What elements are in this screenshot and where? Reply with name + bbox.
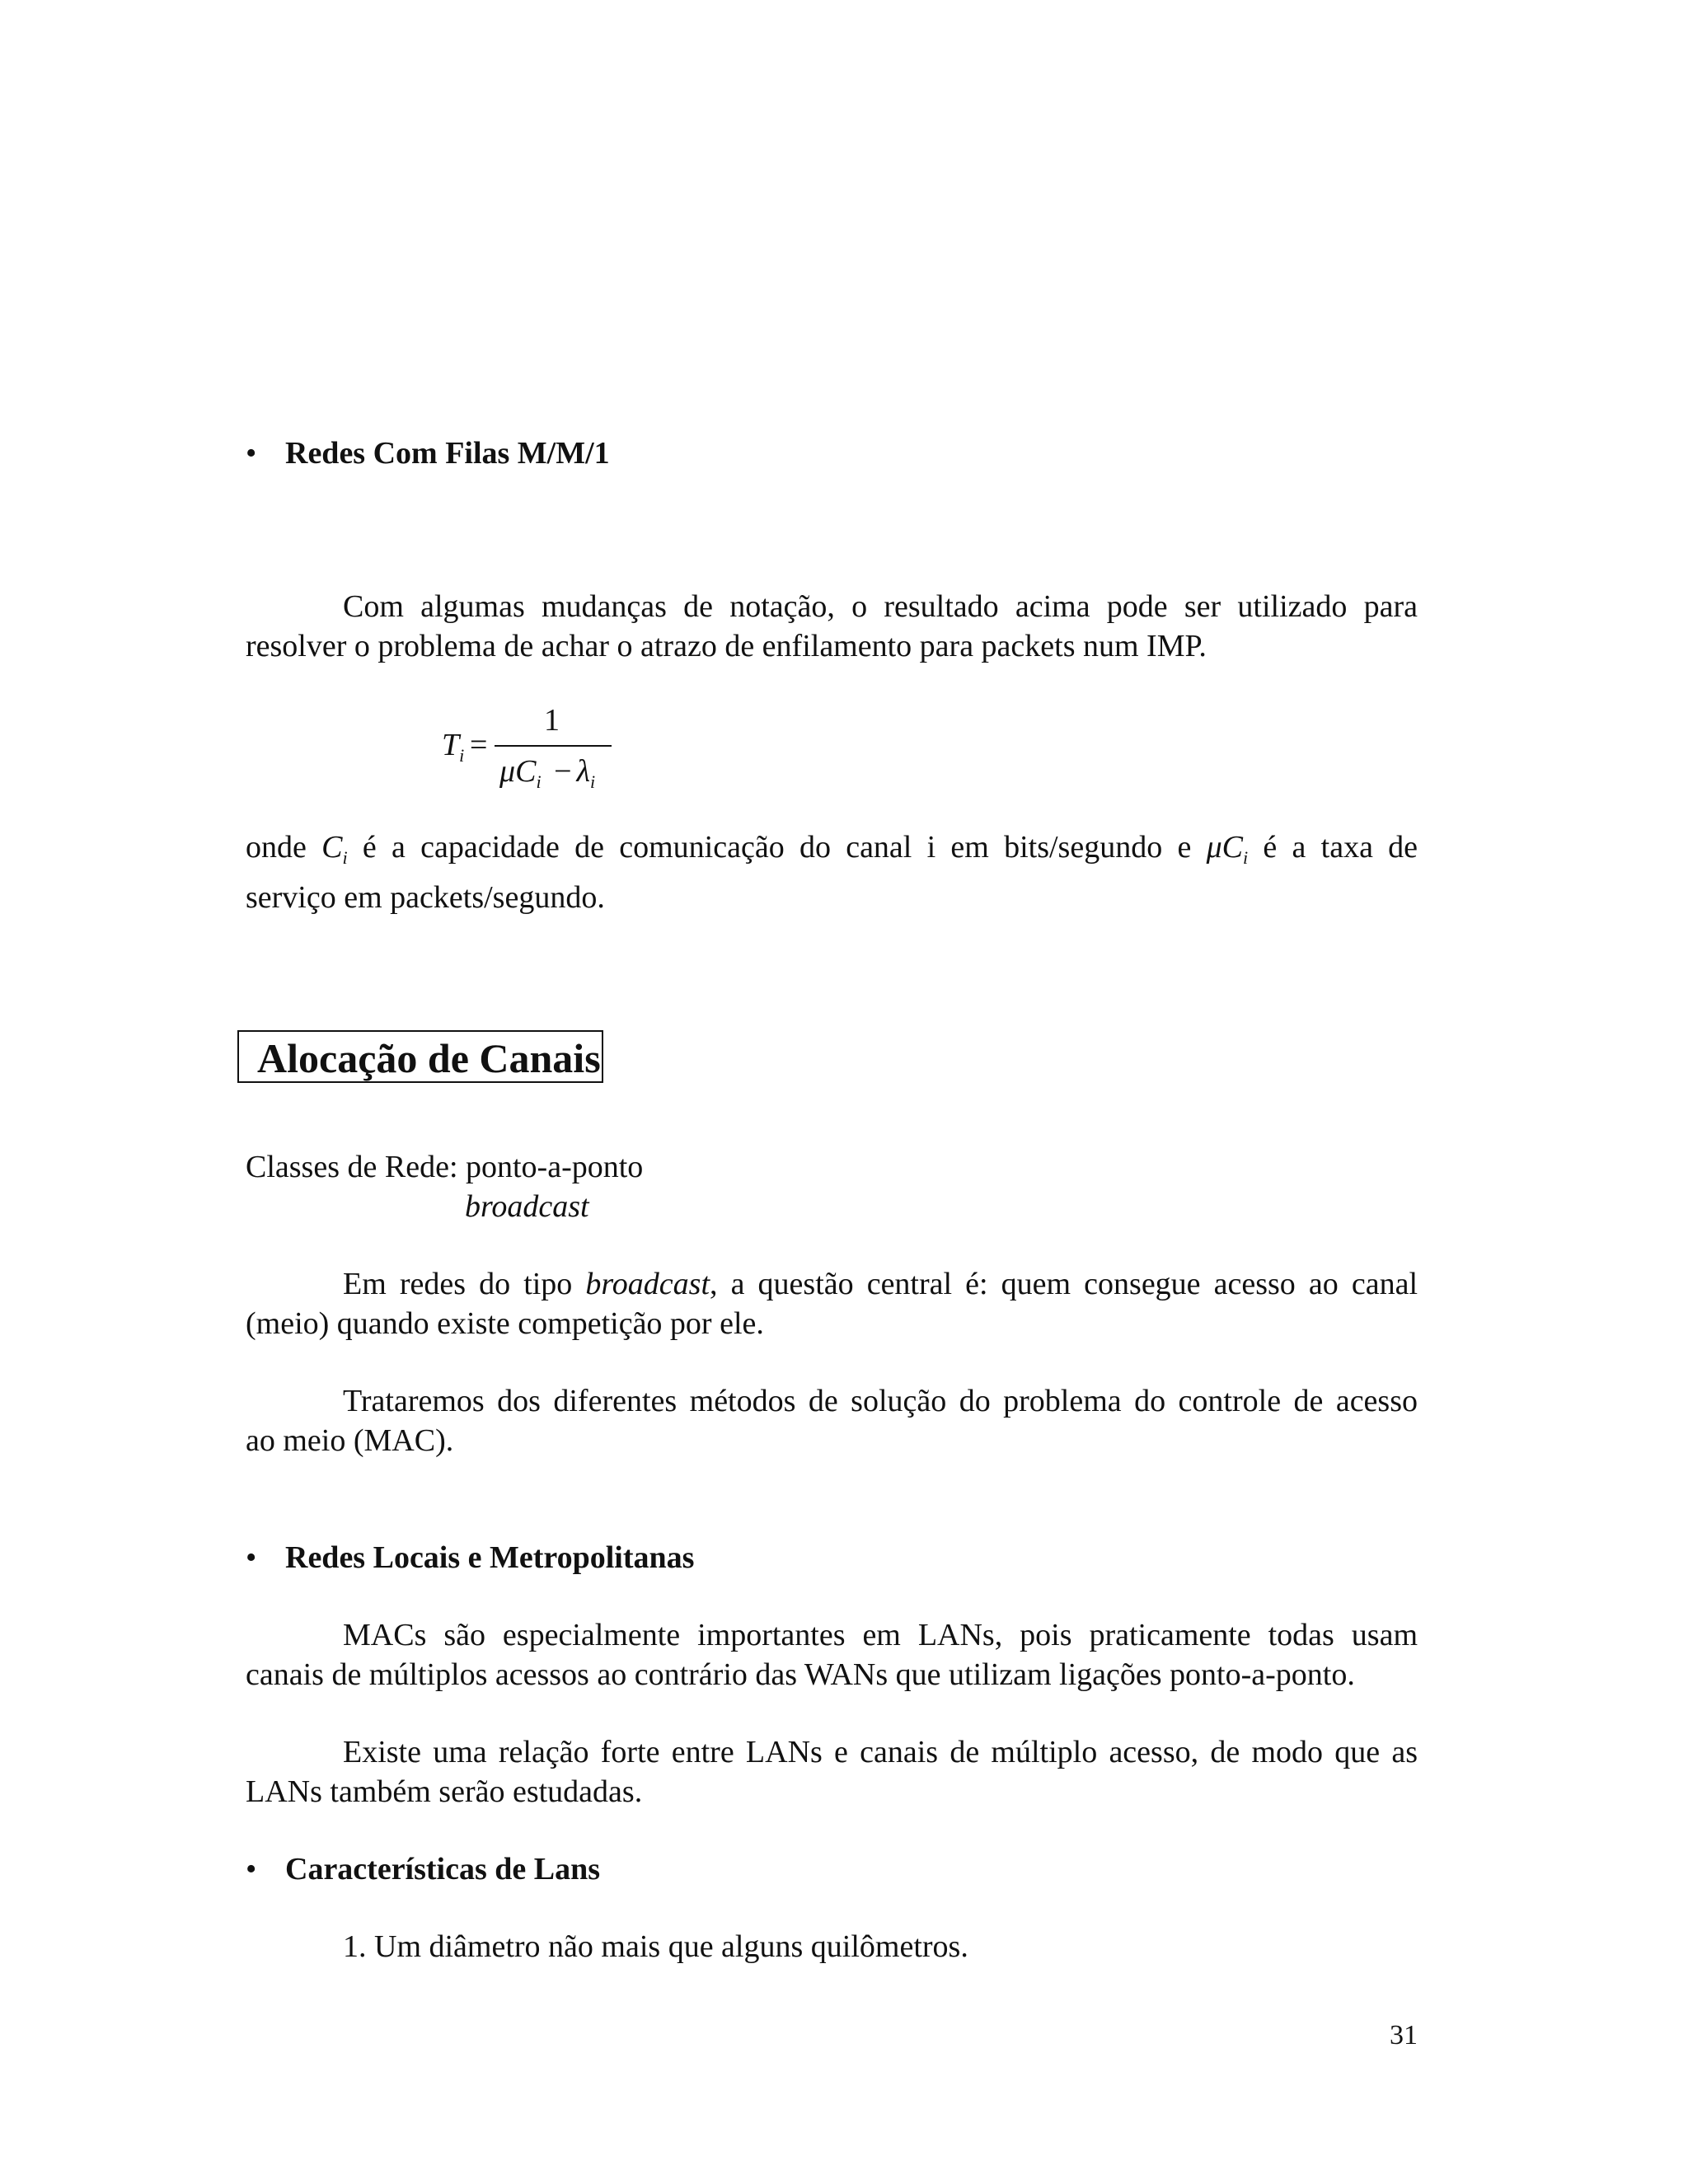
classes-de-rede-line: Classes de Rede: ponto-a-ponto — [246, 1150, 644, 1184]
bullet-icon: • — [246, 1852, 257, 1886]
bullet-icon: • — [246, 436, 257, 471]
paragraph-line: serviço em packets/segundo. — [246, 880, 605, 915]
paragraph-mac — [246, 1381, 1418, 1460]
bullet-icon: • — [246, 1540, 257, 1575]
paragraph-line: Existe uma relação forte entre LANs e canais de múltiplo acesso, de modo que as — [343, 1735, 1418, 1769]
section-heading-caracteristicas — [246, 1849, 600, 1889]
paragraph-line: Com algumas mudanças de notação, o resultado acima pode ser utilizado para — [343, 589, 1418, 624]
paragraph-broadcast — [246, 1264, 1418, 1343]
paragraph-line: LANs também serão estudadas. — [246, 1774, 643, 1809]
paragraph-line: resolver o problema de achar o atrazo de enfilamento para packets num IMP. — [246, 629, 1207, 663]
formula-denominator: $\mu C_i - \lambda_i$ — [499, 754, 596, 792]
paragraph-macs-lans — [246, 1615, 1418, 1694]
formula-numerator: 1 — [544, 703, 560, 738]
formula-lhs: $T_i$ — [442, 728, 465, 766]
paragraph-line: MACs são especialmente importantes em LANs, pois praticamente todas usam — [343, 1618, 1418, 1652]
section-heading-filas — [246, 434, 610, 473]
section-heading-locais — [246, 1538, 694, 1577]
formula-equals: = — [470, 728, 488, 762]
formula-fraction-bar — [495, 745, 612, 747]
heading-box-alocacao — [237, 1030, 603, 1083]
paragraph-relacao — [246, 1732, 1418, 1811]
paragraph-line: (meio) quando existe competição por ele. — [246, 1306, 764, 1341]
section-title-filas: Redes Com Filas M/M/1 — [285, 436, 610, 471]
list-item: 1. Um diâmetro não mais que alguns quilômetros. — [343, 1929, 968, 1964]
paragraph-line: Trataremos dos diferentes métodos de solução do problema do controle de acesso — [343, 1384, 1418, 1418]
paragraph-notacao — [246, 587, 1418, 666]
page-heading: Alocação de Canais — [257, 1035, 601, 1081]
paragraph-line: ao meio (MAC). — [246, 1423, 454, 1458]
section-title-caracteristicas: Características de Lans — [285, 1852, 601, 1886]
paragraph-line: canais de múltiplos acessos ao contrário das WANs que utilizam ligações ponto-a-ponto. — [246, 1657, 1355, 1692]
paragraph-line: Em redes do tipo broadcast, a questão central é: quem consegue acesso ao canal — [343, 1267, 1418, 1301]
paragraph-onde — [246, 827, 1418, 917]
page-number: 31 — [1390, 2020, 1418, 2050]
paragraph-line: onde $C_i$ é a capacidade de comunicação do canal i em bits/segundo e $\mu C_i$ é a taxa de — [246, 830, 1418, 868]
classes-de-rede-broadcast: broadcast — [465, 1189, 589, 1224]
section-title-locais: Redes Locais e Metropolitanas — [285, 1540, 695, 1575]
